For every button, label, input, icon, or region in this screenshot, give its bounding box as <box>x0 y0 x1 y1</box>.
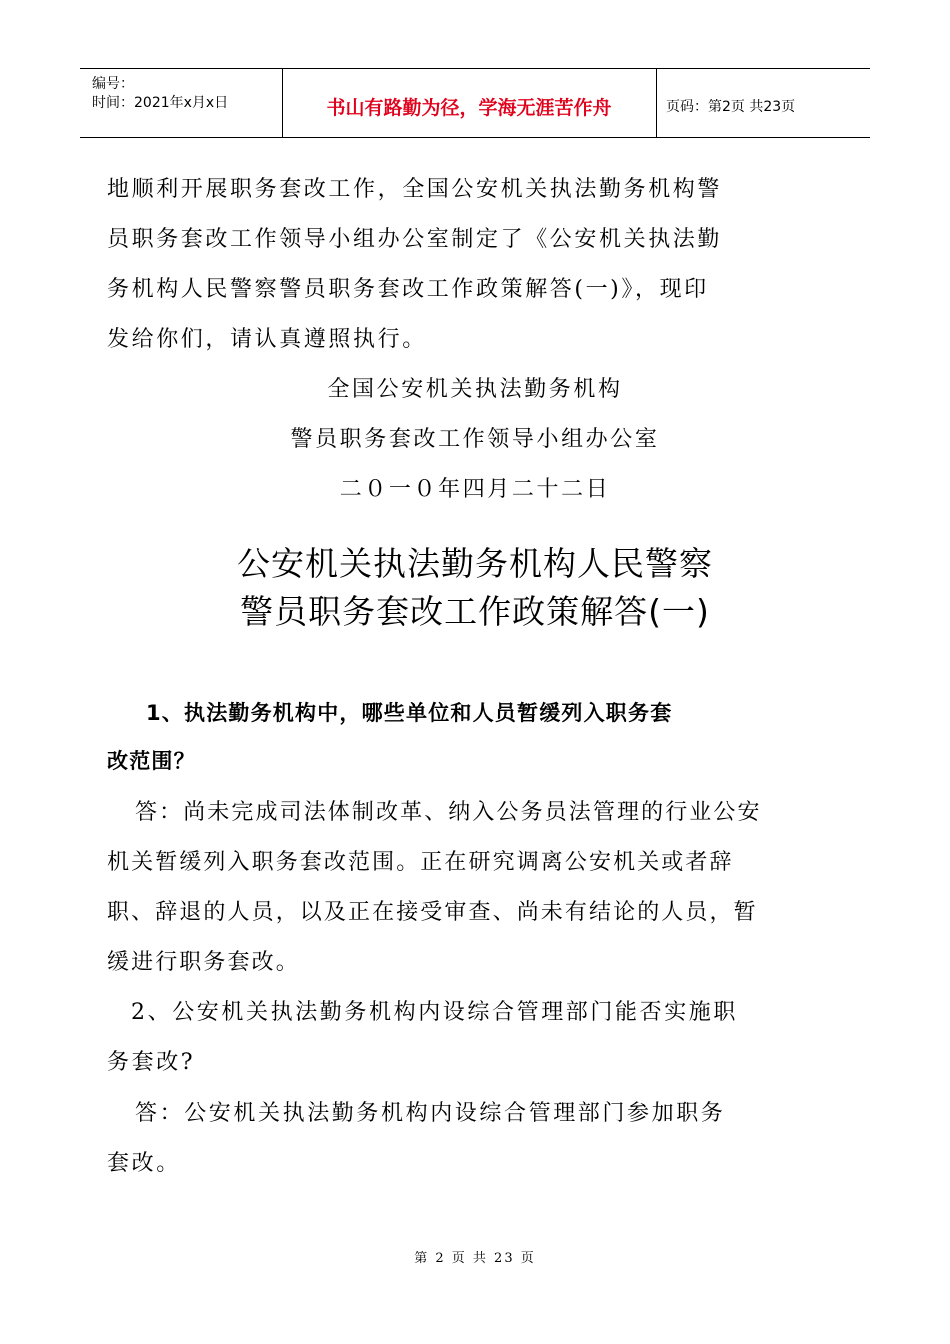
answer-1-line-4: 缓进行职务套改。 <box>107 950 300 975</box>
header-page-counter: 页码：第2页 共23页 <box>666 99 796 115</box>
header-motto-cell <box>282 69 657 137</box>
document-date-label: 时间：2021年x月x日 <box>92 95 229 111</box>
document-title-line-2: 警员职务套改工作政策解答(一) <box>240 592 710 631</box>
intro-line-1: 地顺利开展职务套改工作，全国公安机关执法勤务机构警 <box>107 177 723 202</box>
answer-2-line-1: 答：公安机关执法勤务机构内设综合管理部门参加职务 <box>135 1101 726 1126</box>
intro-line-3: 务机构人民警察警员职务套改工作政策解答(一)》，现印 <box>107 277 709 302</box>
page-header <box>80 68 870 138</box>
document-title-line-1: 公安机关执法勤务机构人民警察 <box>237 544 713 583</box>
question-1-line-2: 改范围？ <box>107 749 196 773</box>
intro-line-2: 员职务套改工作领导小组办公室制定了《公安机关执法勤 <box>107 227 723 252</box>
signature-org-line-1: 全国公安机关执法勤务机构 <box>327 377 623 402</box>
intro-line-4: 发给你们，请认真遵照执行。 <box>107 327 427 352</box>
header-meta-cell <box>80 69 283 137</box>
signature-date: 二０一０年四月二十二日 <box>339 477 611 502</box>
question-1-line-1: 1、执法勤务机构中，哪些单位和人员暂缓列入职务套 <box>146 701 673 725</box>
answer-1-line-1: 答：尚未完成司法体制改革、纳入公务员法管理的行业公安 <box>135 800 762 825</box>
answer-1-line-2: 机关暂缓列入职务套改范围。正在研究调离公安机关或者辞 <box>107 850 734 875</box>
question-2-line-2: 务套改? <box>107 1050 196 1075</box>
document-number-label: 编号： <box>92 76 134 92</box>
header-page-cell <box>656 69 870 137</box>
question-2-line-1: 2、公安机关执法勤务机构内设综合管理部门能否实施职 <box>131 1000 738 1025</box>
signature-org-line-2: 警员职务套改工作领导小组办公室 <box>290 427 660 452</box>
header-motto: 书山有路勤为径，学海无涯苦作舟 <box>326 97 612 119</box>
answer-1-line-3: 职、辞退的人员，以及正在接受审查、尚未有结论的人员，暂 <box>107 900 758 925</box>
answer-2-line-2: 套改。 <box>107 1151 181 1176</box>
page-footer: 第 2 页 共 23 页 <box>414 1251 536 1266</box>
